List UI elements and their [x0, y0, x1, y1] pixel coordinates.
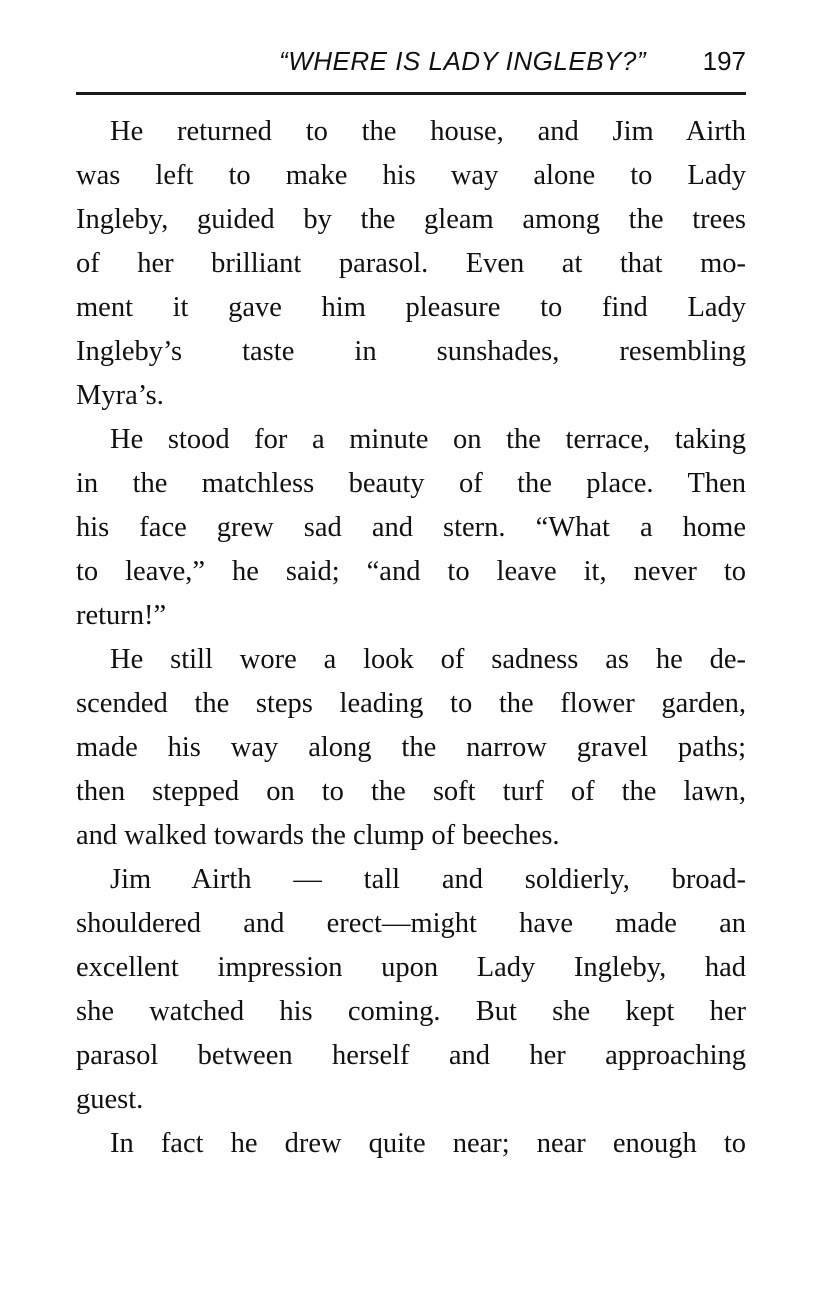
text-line: He stood for a minute on the terrace, taking	[110, 424, 746, 455]
text-line: in the matchless beauty of the place. Then	[76, 468, 746, 499]
running-head: “WHERE IS LADY INGLEBY?”	[279, 46, 646, 76]
text-line: to leave,” he said; “and to leave it, never to	[76, 556, 746, 587]
text-line: was left to make his way alone to Lady	[76, 160, 746, 191]
text-line: she watched his coming. But she kept her	[76, 996, 746, 1027]
text-line: parasol between herself and her approaching	[76, 1040, 746, 1071]
text-line: excellent impression upon Lady Ingleby, had	[76, 952, 746, 983]
page-header	[76, 42, 746, 82]
text-line: made his way along the narrow gravel paths;	[76, 732, 746, 763]
text-line: He still wore a look of sadness as he de-	[110, 644, 746, 675]
text-line: of her brilliant parasol. Even at that mo-	[76, 248, 746, 279]
text-line: He returned to the house, and Jim Airth	[110, 116, 746, 147]
text-line: guest.	[76, 1084, 144, 1115]
text-line: In fact he drew quite near; near enough to	[110, 1128, 746, 1159]
text-line: ment it gave him pleasure to find Lady	[76, 292, 746, 323]
text-line: then stepped on to the soft turf of the lawn,	[76, 776, 746, 807]
header-rule	[76, 92, 746, 95]
text-line: shouldered and erect—might have made an	[76, 908, 746, 939]
text-line: Ingleby, guided by the gleam among the trees	[76, 204, 746, 235]
text-line: scended the steps leading to the flower garden,	[76, 688, 746, 719]
text-line: Ingleby’s taste in sunshades, resembling	[76, 336, 746, 367]
text-line: return!”	[76, 600, 167, 631]
text-line: Myra’s.	[76, 380, 164, 411]
text-line: his face grew sad and stern. “What a home	[76, 512, 746, 543]
text-line: and walked towards the clump of beeches.	[76, 820, 560, 851]
text-line: Jim Airth — tall and soldierly, broad-	[110, 864, 746, 895]
body-text	[76, 110, 746, 1166]
page-number: 197	[702, 46, 746, 76]
